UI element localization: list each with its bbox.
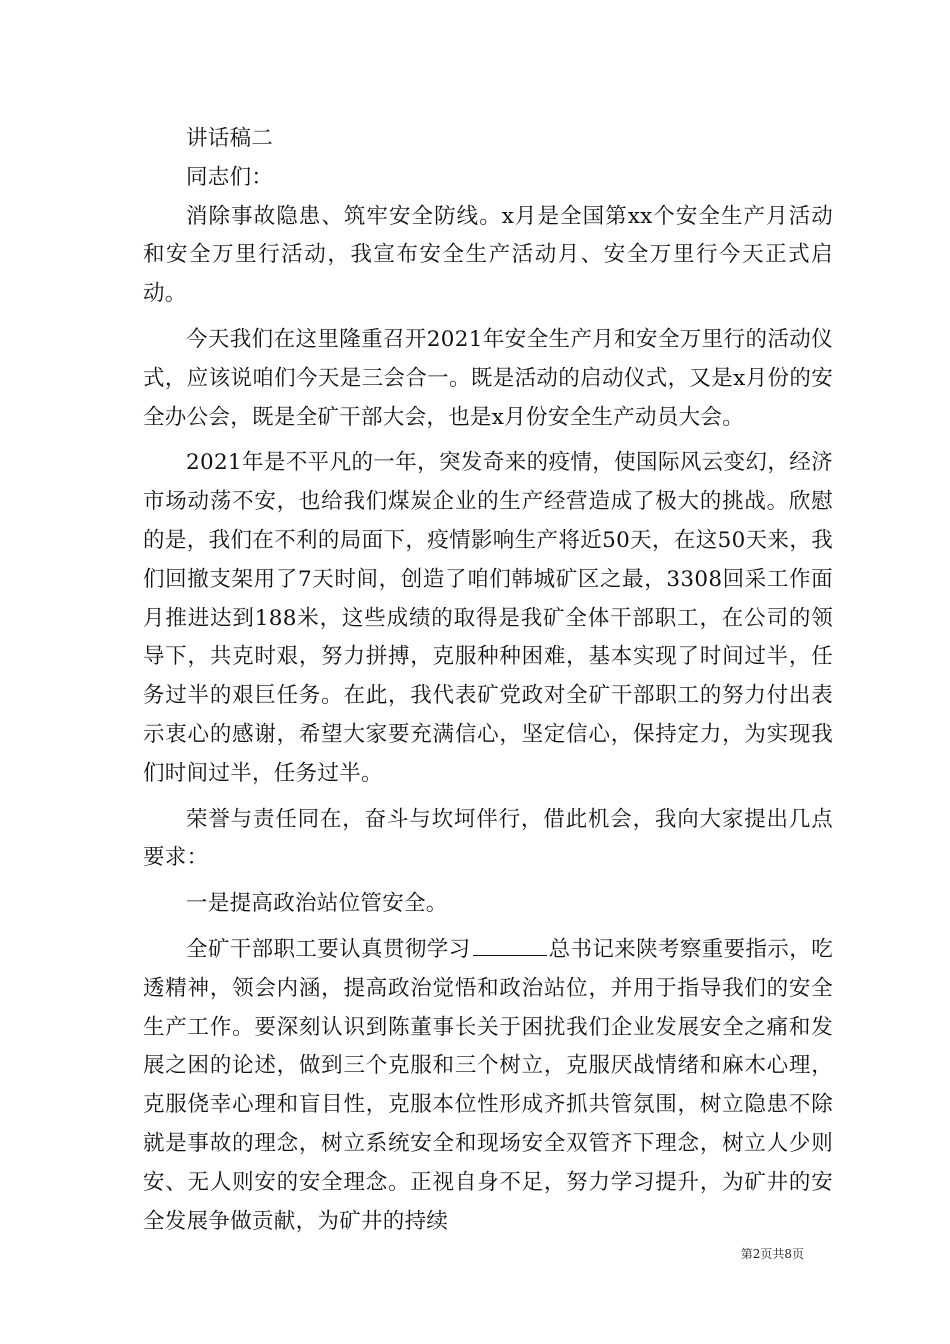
paragraph-5-part2: 总书记来陕考察重要指示，吃透精神，领会内涵，提高政治觉悟和政治站位，并用于指导我们的安全生产工作。要深刻认识到陈董事长关于困扰我们企业发展安全之痛和发展之困的论述，做到三个克服和三个树立，克服厌战情绪和麻木心理，克服侥幸心理和盲目性，克服本位性形成齐抓共管氛围，树立隐患不除就是事故的理念，树立系统安全和现场安全双管齐下理念，树立人少则安、无人则安的安全理念。正视自身不足，努力学习提升，为矿井的安全发展争做贡献，为矿井的持续	[143, 936, 833, 1234]
paragraph-4: 荣誉与责任同在，奋斗与坎坷伴行，借此机会，我向大家提出几点要求：	[143, 806, 833, 871]
paragraph-5	[143, 931, 833, 1241]
paragraph-5-part1: 全矿干部职工要认真贯彻学习	[186, 936, 471, 962]
section-heading: 一是提高政治站位管安全。	[186, 891, 448, 917]
document-body	[143, 120, 833, 1241]
paragraph-3: 2021年是不平凡的一年，突发奇来的疫情，使国际风云变幻，经济市场动荡不安，也给我们煤炭企业的生产经营造成了极大的挑战。欣慰的是，我们在不利的局面下，疫情影响生产将近50天，在这50天来，我们回撤支架用了7天时间，创造了咱们韩城矿区之最，3308回采工作面月推进达到188米，这些成绩的取得是我矿全体干部职工，在公司的领导下，共克时艰，努力拼搏，克服种种困难，基本实现了时间过半，任务过半的艰巨任务。在此，我代表矿党政对全矿干部职工的努力付出表示衷心的感谢，希望大家要充满信心，坚定信心，保持定力，为实现我们时间过半，任务过半。	[143, 450, 833, 786]
blank-underline	[473, 933, 547, 956]
paragraph-2: 今天我们在这里隆重召开2021年安全生产月和安全万里行的活动仪式，应该说咱们今天是三会合一。既是活动的启动仪式，又是x月份的安全办公会，既是全矿干部大会，也是x月份安全生产动员大会。	[143, 326, 833, 430]
document-title: 讲话稿二	[186, 126, 274, 151]
salutation: 同志们：	[186, 164, 274, 190]
page-indicator: 第2页共8页	[740, 1247, 804, 1261]
paragraph-1: 消除事故隐患、筑牢安全防线。x月是全国第xx个安全生产月活动和安全万里行活动，我宣布安全生产活动月、安全万里行今天正式启动。	[143, 203, 833, 307]
